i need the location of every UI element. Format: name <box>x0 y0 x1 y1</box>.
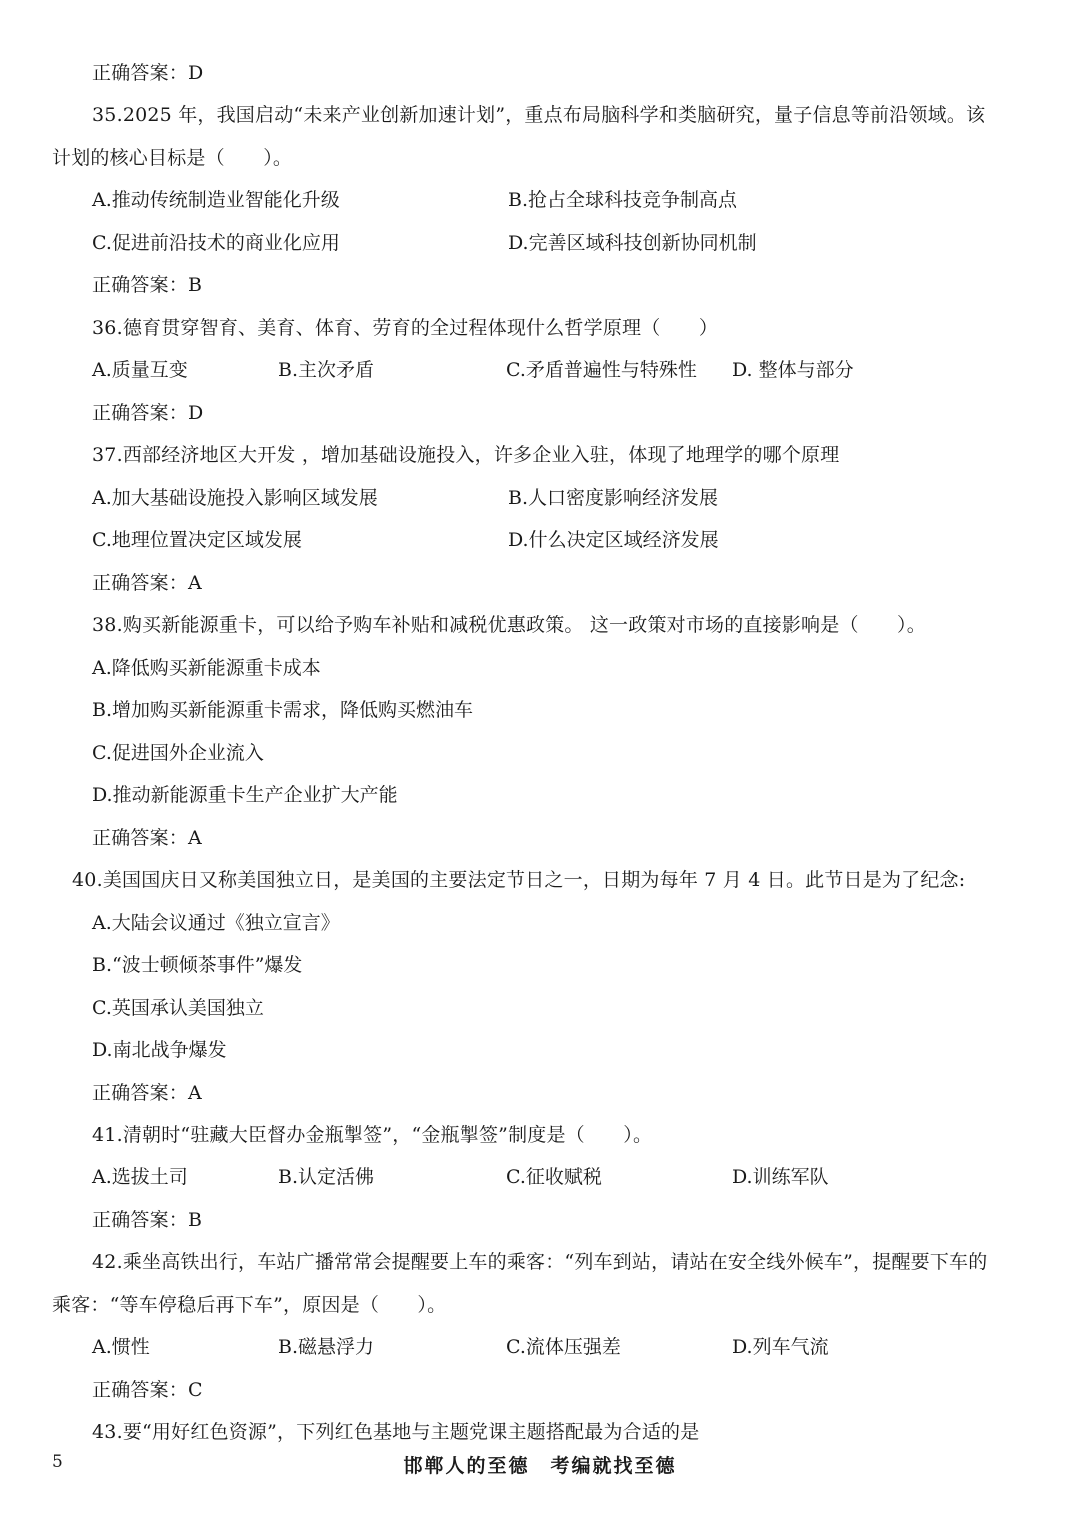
q40-option-a: A.大陆会议通过《独立宣言》 <box>92 912 340 934</box>
q35-option-b: B.抢占全球科技竞争制高点 <box>508 189 738 211</box>
q43-stem: 43.要“用好红色资源”，下列红色基地与主题党课主题搭配最为合适的是 <box>92 1421 700 1443</box>
q41-option-c: C.征收赋税 <box>506 1166 602 1188</box>
q37-option-b: B.人口密度影响经济发展 <box>508 487 719 509</box>
q40-option-d: D.南北战争爆发 <box>92 1039 227 1061</box>
q42-answer: 正确答案：C <box>92 1379 203 1401</box>
q41-stem: 41.清朝时“驻藏大臣督办金瓶掣签”，“金瓶掣签”制度是（ ）。 <box>92 1124 653 1146</box>
q36-option-c: C.矛盾普遍性与特殊性 <box>506 359 697 381</box>
q35-stem-line1: 35.2025 年，我国启动“未来产业创新加速计划”，重点布局脑科学和类脑研究，量子信息等前沿领域。该 <box>92 104 986 126</box>
page-number: 5 <box>52 1452 63 1472</box>
q38-option-c: C.促进国外企业流入 <box>92 742 264 764</box>
q36-stem: 36.德育贯穿智育、美育、体育、劳育的全过程体现什么哲学原理（ ） <box>92 317 719 339</box>
q37-stem: 37.西部经济地区大开发 ，增加基础设施投入，许多企业入驻，体现了地理学的哪个原理 <box>92 444 840 466</box>
q36-option-d: D. 整体与部分 <box>732 359 854 381</box>
q36-option-a: A.质量互变 <box>92 359 188 381</box>
q35-option-d: D.完善区域科技创新协同机制 <box>508 232 757 254</box>
q41-option-b: B.认定活佛 <box>278 1166 375 1188</box>
q37-answer: 正确答案：A <box>92 572 202 594</box>
q37-option-d: D.什么决定区域经济发展 <box>508 529 719 551</box>
q38-option-d: D.推动新能源重卡生产企业扩大产能 <box>92 784 398 806</box>
q42-option-d: D.列车气流 <box>732 1336 829 1358</box>
q38-answer: 正确答案：A <box>92 827 202 849</box>
q38-stem: 38.购买新能源重卡，可以给予购车补贴和减税优惠政策。 这一政策对市场的直接影响是（ ）。 <box>92 614 926 636</box>
answer-prev: 正确答案：D <box>92 62 204 84</box>
q41-option-a: A.选拔土司 <box>92 1166 188 1188</box>
q35-stem-line2: 计划的核心目标是（ ）。 <box>52 147 293 169</box>
q38-option-b: B.增加购买新能源重卡需求，降低购买燃油车 <box>92 699 474 721</box>
q36-option-b: B.主次矛盾 <box>278 359 375 381</box>
q42-option-b: B.磁悬浮力 <box>278 1336 375 1358</box>
q36-answer: 正确答案：D <box>92 402 204 424</box>
q42-stem-line2: 乘客：“等车停稳后再下车”，原因是（ ）。 <box>52 1294 447 1316</box>
q35-answer: 正确答案：B <box>92 274 203 296</box>
q40-stem: 40.美国国庆日又称美国独立日，是美国的主要法定节日之一，日期为每年 7 月 4 日。此节日是为了纪念: <box>72 869 966 891</box>
q38-option-a: A.降低购买新能源重卡成本 <box>92 657 321 679</box>
q42-option-c: C.流体压强差 <box>506 1336 621 1358</box>
q35-option-c: C.促进前沿技术的商业化应用 <box>92 232 340 254</box>
q42-stem-line1: 42.乘坐高铁出行，车站广播常常会提醒要上车的乘客：“列车到站，请站在安全线外候车”，提醒要下车的 <box>92 1251 988 1273</box>
q42-option-a: A.惯性 <box>92 1336 150 1358</box>
q40-option-b: B.“波士顿倾茶事件”爆发 <box>92 954 303 976</box>
q37-option-c: C.地理位置决定区域发展 <box>92 529 302 551</box>
footer-slogan: 邯郸人的至德 考编就找至德 <box>403 1455 677 1477</box>
q40-answer: 正确答案：A <box>92 1082 202 1104</box>
q35-option-a: A.推动传统制造业智能化升级 <box>92 189 340 211</box>
q41-answer: 正确答案：B <box>92 1209 203 1231</box>
q41-option-d: D.训练军队 <box>732 1166 829 1188</box>
q40-option-c: C.英国承认美国独立 <box>92 997 264 1019</box>
q37-option-a: A.加大基础设施投入影响区域发展 <box>92 487 378 509</box>
